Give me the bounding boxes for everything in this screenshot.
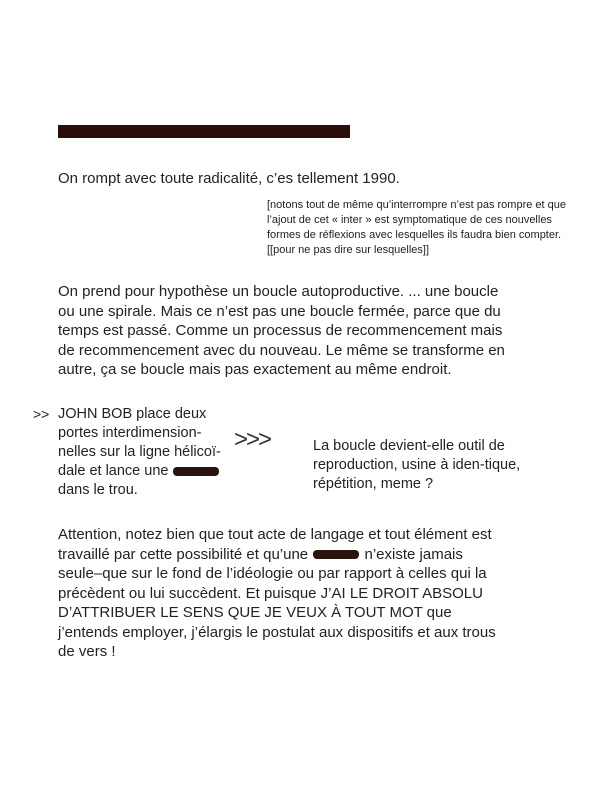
bracketed-note: [notons tout de même qu’interrompre n’est pas rompre et que l’ajout de cet « inter » est symptomatique de ces nouvelles formes de réflexions avec lesquelles ils faudra bien compter. [[pour ne pas dire sur lesquelles]] bbox=[267, 199, 566, 256]
opening-line: On rompt avec toute radicalité, c’es tellement 1990. bbox=[58, 170, 400, 187]
attention-paragraph bbox=[58, 525, 510, 662]
hypothesis-paragraph: On prend pour hypothèse un boucle autoproductive. ... une boucle ou une spirale. Mais ce n’est pas une boucle fermée, parce que du temps est passé. Comme un processus de recommencement mais de recommencement avec du nouveau. Le même se transforme en autre, ça se boucle mais pas exactement au même endroit. bbox=[58, 283, 505, 378]
double-arrow-marker: >> bbox=[33, 406, 50, 422]
john-bob-text-end: dans le trou. bbox=[58, 482, 138, 498]
attention-text-start: Attention, notez bien que tout acte de langage et tout élément est travaillé par cette possibilité et qu’une bbox=[58, 526, 492, 563]
triple-arrow-icon: >>> bbox=[234, 426, 271, 453]
redacted-word-scribble: image bbox=[173, 467, 219, 476]
header-bar bbox=[58, 125, 350, 138]
loop-question: La boucle devient-elle outil de reproduction, usine à iden-tique, répétition, meme ? bbox=[313, 438, 521, 492]
redacted-word-scribble: image bbox=[313, 550, 359, 559]
john-bob-paragraph bbox=[58, 405, 233, 500]
attention-text-end: n’existe jamais seule–que sur le fond de l’idéologie ou par rapport à celles qui la précèdent ou lui succèdent. Et puisque J’AI LE DROIT ABSOLU D’ATTRIBUER LE SENS QUE JE VEUX À TOUT MOT que j’entends employer, j’élargis le postulat aux dispositifs et aux trous de vers ! bbox=[58, 545, 496, 660]
john-bob-text: JOHN BOB place deux portes interdimension-nelles sur la ligne hélicoï-dale et lance une bbox=[58, 406, 221, 479]
